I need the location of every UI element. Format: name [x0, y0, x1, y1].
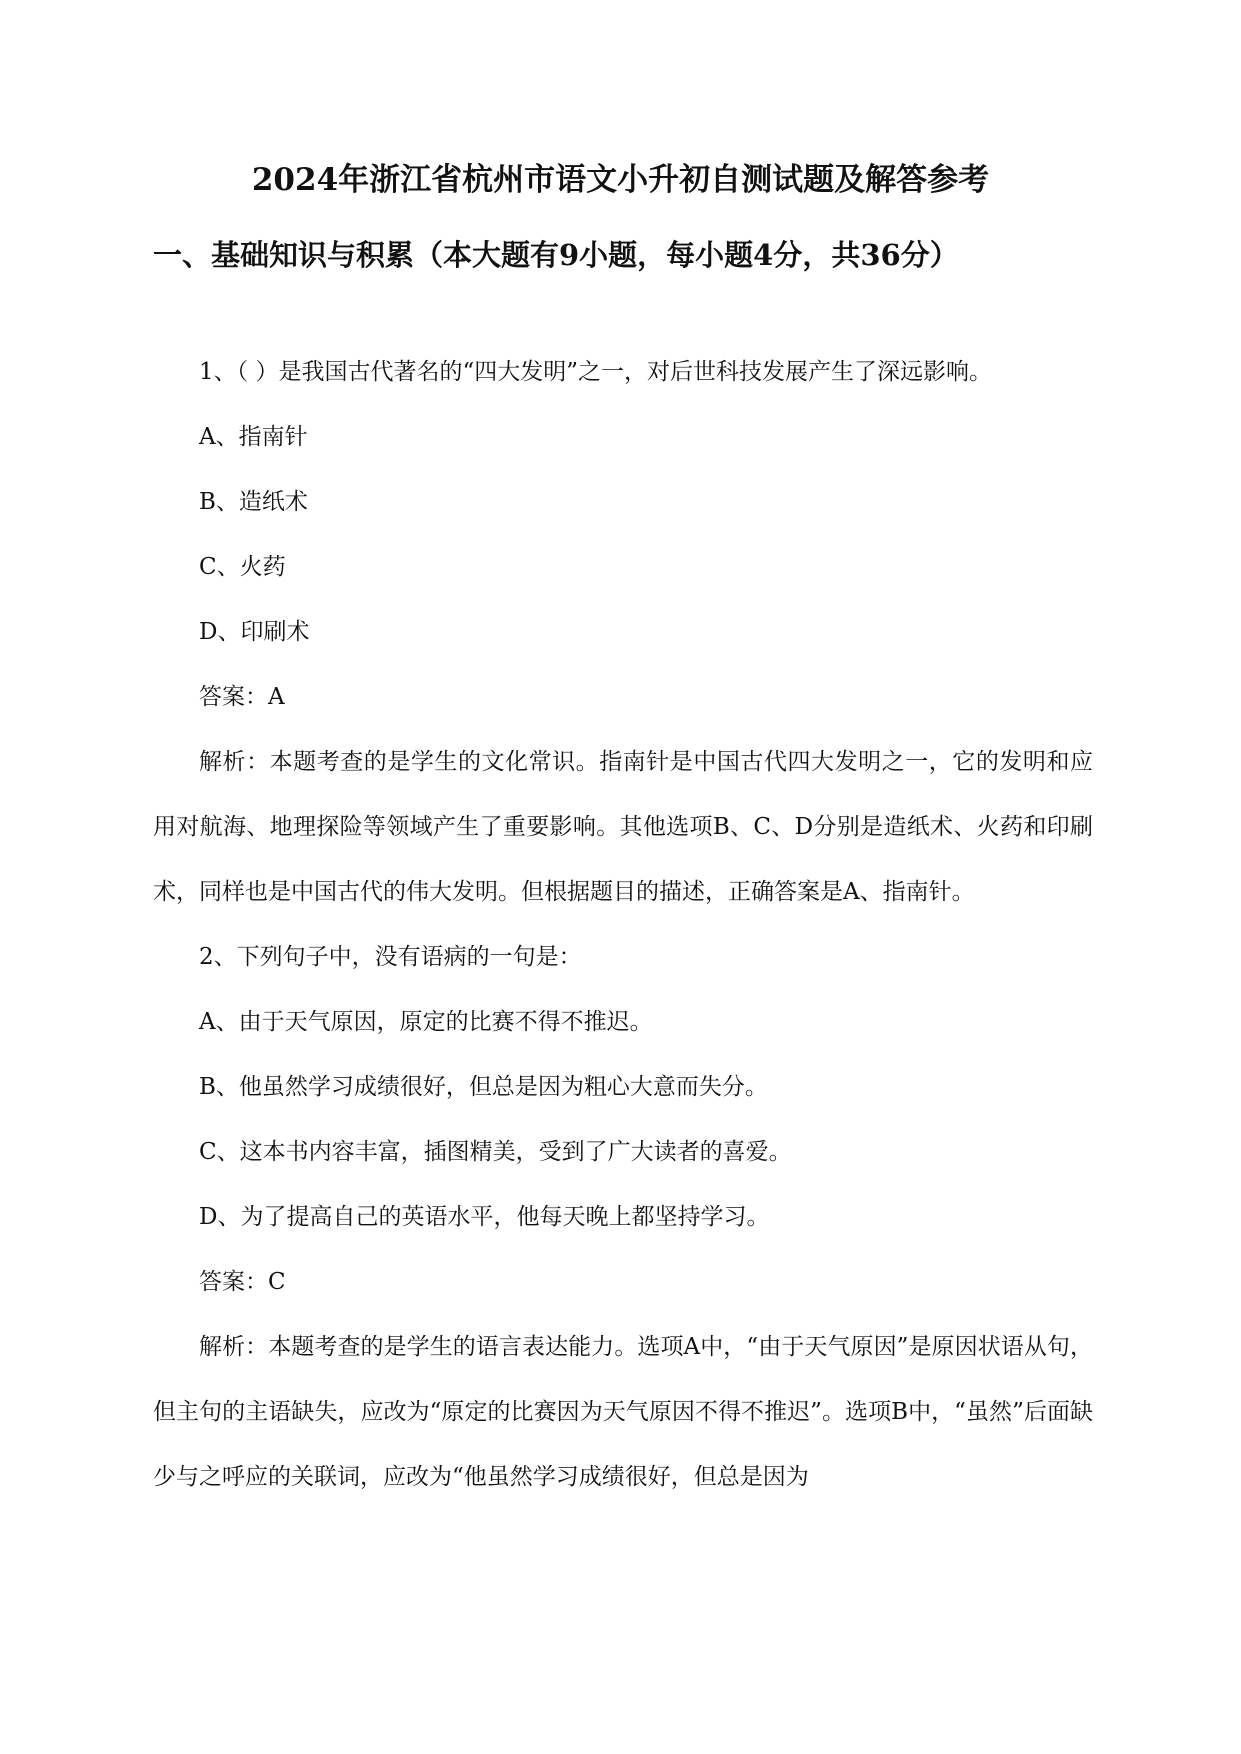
option-b: B、他虽然学习成绩很好，但总是因为粗心大意而失分。 [199, 1074, 768, 1100]
question-list [153, 340, 1093, 1510]
question-1 [153, 340, 1093, 925]
option-c: C、这本书内容丰富，插图精美，受到了广大读者的喜爱。 [199, 1139, 792, 1165]
option-a: A、指南针 [199, 424, 308, 450]
question-2 [153, 925, 1093, 1510]
option-d: D、印刷术 [199, 619, 310, 645]
option-c: C、火药 [199, 554, 286, 580]
question-stem: 2、下列句子中，没有语病的一句是： [199, 944, 582, 970]
answer: 答案：A [199, 684, 285, 710]
analysis: 解析：本题考查的是学生的文化常识。指南针是中国古代四大发明之一，它的发明和应用对航海、地理探险等领域产生了重要影响。其他选项B、C、D分别是造纸术、火药和印刷术，同样也是中国古代的伟大发明。但根据题目的描述，正确答案是A、指南针。 [153, 749, 1093, 905]
analysis: 解析：本题考查的是学生的语言表达能力。选项A中，“由于天气原因”是原因状语从句，但主句的主语缺失，应改为“原定的比赛因为天气原因不得不推迟”。选项B中，“虽然”后面缺少与之呼应的关联词，应改为“他虽然学习成绩很好，但总是因为 [153, 1334, 1093, 1490]
option-d: D、为了提高自己的英语水平，他每天晚上都坚持学习。 [199, 1204, 770, 1230]
option-a: A、由于天气原因，原定的比赛不得不推迟。 [199, 1009, 653, 1035]
option-b: B、造纸术 [199, 489, 308, 515]
answer: 答案：C [199, 1269, 286, 1295]
question-stem: 1、（ ）是我国古代著名的“四大发明”之一，对后世科技发展产生了深远影响。 [199, 359, 992, 385]
page-title: 2024年浙江省杭州市语文小升初自测试题及解答参考 [251, 162, 990, 198]
section-heading: 一、基础知识与积累（本大题有9小题，每小题4分，共36分） [153, 238, 959, 272]
